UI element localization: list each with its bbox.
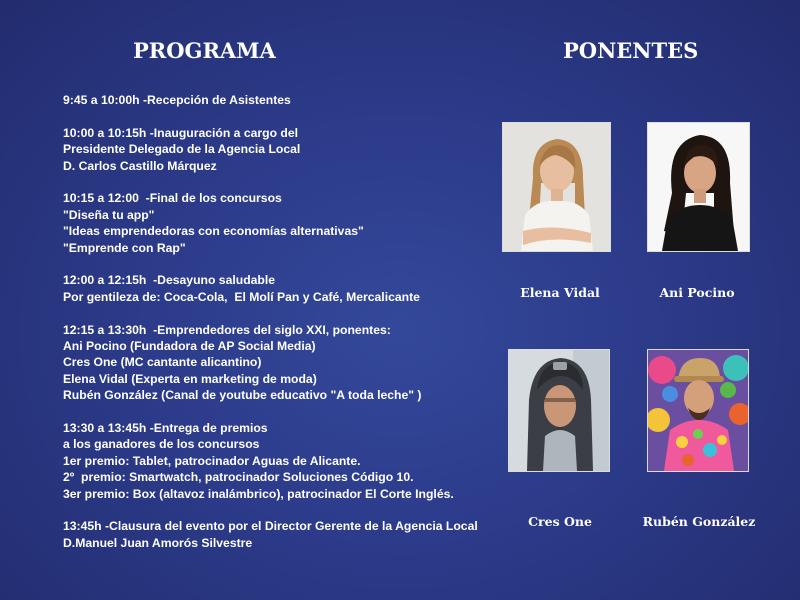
speaker-photo-cres-one <box>508 349 610 472</box>
program-block <box>63 190 493 256</box>
program-schedule <box>63 92 493 568</box>
program-detail-line: Cres One (MC cantante alicantino) <box>63 355 262 370</box>
program-detail-line: D. Carlos Castillo Márquez <box>63 158 217 173</box>
program-detail-line: "Emprende con Rap" <box>63 240 186 255</box>
program-detail-line: Rubén González (Canal de youtube educativo "A toda leche" ) <box>63 388 422 403</box>
speaker-photo-elena-vidal <box>502 122 611 252</box>
speaker-name-ruben-gonzalez: Rubén González <box>642 514 756 529</box>
programa-heading: PROGRAMA <box>133 38 276 63</box>
program-detail-line: Por gentileza de: Coca-Cola, El Molí Pan y Café, Mercalicante <box>63 289 420 304</box>
program-detail-line: "Diseña tu app" <box>63 207 155 222</box>
program-detail-line: Presidente Delegado de la Agencia Local <box>63 142 301 157</box>
program-block <box>63 322 493 404</box>
program-detail-line: Ani Pocino (Fundadora de AP Social Media) <box>63 339 316 354</box>
program-block <box>63 125 493 174</box>
program-time-entry: 13:45h -Clausura del evento por el Director Gerente de la Agencia Local <box>63 519 478 534</box>
program-detail-line: 3er premio: Box (altavoz inalámbrico), patrocinador El Corte Inglés. <box>63 486 454 501</box>
program-block <box>63 518 493 551</box>
program-detail-line: a los ganadores de los concursos <box>63 437 260 452</box>
speaker-name-ani-pocino: Ani Pocino <box>659 285 735 300</box>
program-block <box>63 420 493 502</box>
program-detail-line: 2º premio: Smartwatch, patrocinador Soluciones Código 10. <box>63 470 414 485</box>
program-detail-line: Elena Vidal (Experta en marketing de moda) <box>63 371 317 386</box>
ponentes-heading: PONENTES <box>563 38 699 63</box>
program-detail-line: 1er premio: Tablet, patrocinador Aguas de Alicante. <box>63 453 361 468</box>
program-detail-line: D.Manuel Juan Amorós Silvestre <box>63 535 253 550</box>
program-time-entry: 13:30 a 13:45h -Entrega de premios <box>63 421 268 436</box>
program-time-entry: 9:45 a 10:00h -Recepción de Asistentes <box>63 93 291 107</box>
program-time-entry: 10:00 a 10:15h -Inauguración a cargo del <box>63 125 299 140</box>
program-block <box>63 92 493 108</box>
program-detail-line: "Ideas emprendedoras con economías alternativas" <box>63 224 364 239</box>
program-time-entry: 12:15 a 13:30h -Emprendedores del siglo XXI, ponentes: <box>63 322 391 337</box>
program-time-entry: 10:15 a 12:00 -Final de los concursos <box>63 191 282 206</box>
speaker-name-elena-vidal: Elena Vidal <box>520 285 600 300</box>
program-time-entry: 12:00 a 12:15h -Desayuno saludable <box>63 273 276 288</box>
program-block <box>63 272 493 305</box>
speaker-photo-ani-pocino <box>647 122 750 252</box>
speaker-name-cres-one: Cres One <box>528 514 592 529</box>
speaker-photo-ruben-gonzalez <box>647 349 749 472</box>
